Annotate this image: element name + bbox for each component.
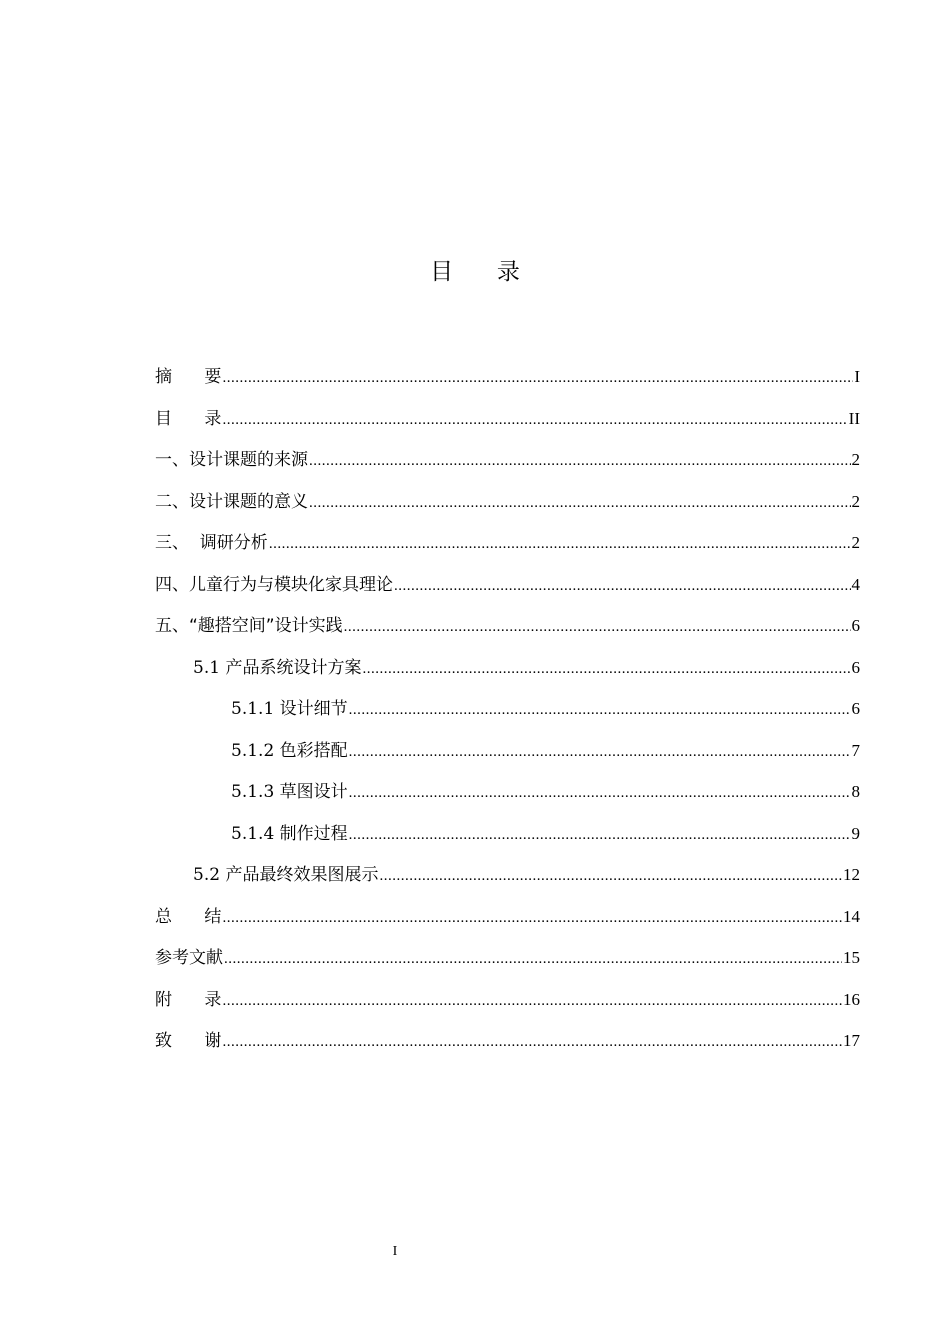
toc-entry-section-5-2[interactable] [155, 854, 860, 896]
toc-dot-leader [349, 773, 851, 815]
toc-dot-leader [379, 856, 842, 898]
toc-entry-contents[interactable] [155, 398, 860, 440]
toc-entry-chapter-2[interactable] [155, 481, 860, 523]
toc-entry-label: 5.2 产品最终效果图展示 [193, 865, 379, 885]
toc-entry-label: 三、 调研分析 [155, 533, 268, 553]
toc-entry-chapter-4[interactable] [155, 564, 860, 606]
toc-entry-page: 2 [851, 533, 860, 552]
toc-dot-leader [349, 815, 851, 857]
toc-entry-page: 8 [851, 782, 860, 801]
toc-dot-leader [222, 1022, 842, 1064]
toc-entry-page: 14 [843, 906, 860, 926]
toc-dot-leader [344, 607, 851, 649]
toc-entry-page: II [848, 408, 860, 428]
toc-entry-appendix[interactable] [155, 979, 860, 1021]
toc-entry-conclusion[interactable] [155, 896, 860, 938]
toc-entry-label: 四、儿童行为与模块化家具理论 [155, 574, 393, 595]
footer-page-number: I [392, 1244, 398, 1259]
toc-dot-leader [349, 690, 851, 732]
toc-entry-page: 16 [843, 989, 860, 1009]
toc-dot-leader [309, 483, 851, 525]
toc-dot-leader [222, 400, 847, 442]
toc-entry-label: 致 谢 [155, 1031, 222, 1051]
toc-entry-section-5-1-2[interactable] [155, 730, 860, 772]
toc-dot-leader [269, 524, 851, 566]
toc-entry-section-5-1[interactable] [155, 647, 860, 689]
toc-entry-label: 5.1.3 草图设计 [231, 782, 348, 802]
toc-entry-references[interactable] [155, 937, 860, 979]
toc-dot-leader [222, 981, 842, 1023]
toc-entry-label: 一、设计课题的来源 [155, 450, 308, 470]
toc-entry-page: 9 [851, 823, 860, 843]
toc-entry-page: 2 [851, 491, 860, 511]
toc-entry-label: 5.1.1 设计细节 [231, 699, 348, 719]
toc-dot-leader [222, 898, 842, 940]
toc-entry-page: 12 [843, 865, 860, 884]
table-of-contents [155, 356, 860, 1062]
page-title: 目 录 [430, 259, 520, 285]
toc-entry-page: 4 [851, 574, 860, 594]
toc-entry-page: 15 [843, 948, 860, 967]
toc-entry-abstract[interactable] [155, 356, 860, 398]
toc-entry-page: 7 [851, 740, 860, 760]
toc-entry-section-5-1-4[interactable] [155, 813, 860, 855]
toc-entry-page: I [854, 367, 860, 386]
toc-entry-label: 总 结 [155, 906, 222, 927]
toc-dot-leader [362, 649, 850, 691]
toc-entry-section-5-1-3[interactable] [155, 771, 860, 813]
toc-dot-leader [222, 358, 853, 400]
toc-dot-leader [349, 732, 851, 774]
toc-entry-label: 5.1.4 制作过程 [231, 823, 348, 844]
toc-dot-leader [309, 441, 851, 483]
toc-entry-label: 摘 要 [155, 367, 222, 387]
toc-entry-page: 17 [843, 1031, 860, 1050]
toc-entry-page: 6 [851, 616, 860, 635]
toc-entry-page: 6 [851, 699, 860, 718]
toc-entry-label: 5.1.2 色彩搭配 [231, 740, 348, 761]
toc-entry-label: 目 录 [155, 408, 222, 429]
toc-entry-page: 2 [851, 450, 860, 469]
toc-entry-page: 6 [851, 657, 860, 677]
toc-entry-chapter-3[interactable] [155, 522, 860, 564]
toc-entry-label: 附 录 [155, 989, 222, 1010]
toc-entry-label: 5.1 产品系统设计方案 [193, 657, 362, 678]
toc-entry-label: 二、设计课题的意义 [155, 491, 308, 512]
toc-entry-label: 参考文献 [155, 948, 223, 968]
toc-entry-label: 五、“趣搭空间”设计实践 [155, 616, 343, 636]
toc-dot-leader [394, 566, 851, 608]
toc-dot-leader [224, 939, 842, 981]
toc-entry-section-5-1-1[interactable] [155, 688, 860, 730]
toc-entry-acknowledgements[interactable] [155, 1020, 860, 1062]
toc-entry-chapter-1[interactable] [155, 439, 860, 481]
toc-entry-chapter-5[interactable] [155, 605, 860, 647]
